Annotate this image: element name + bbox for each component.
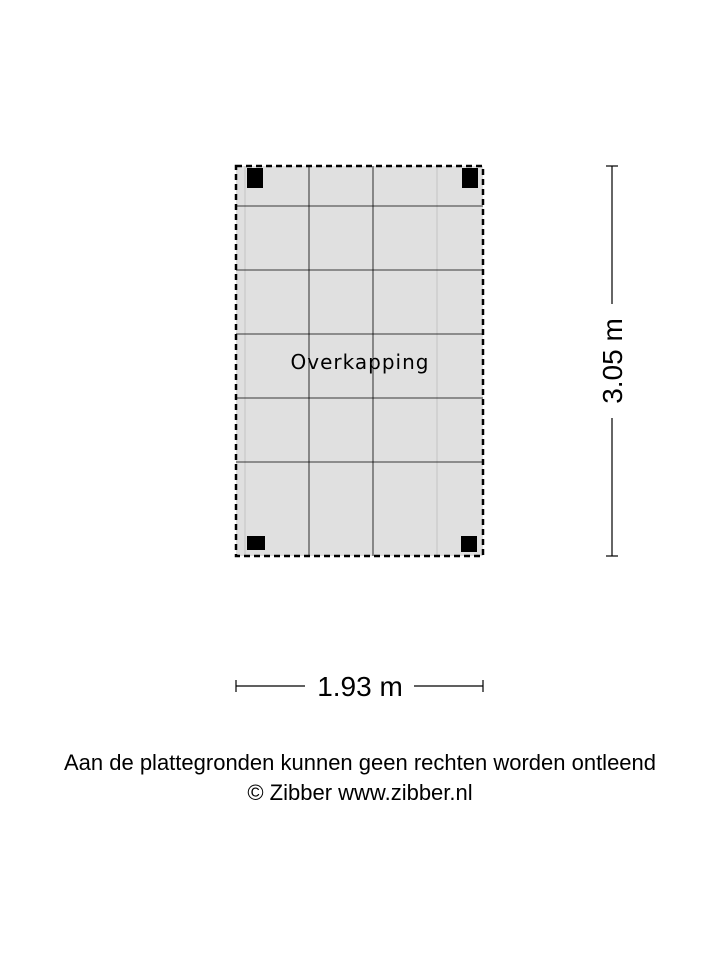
disclaimer-text: Aan de plattegronden kunnen geen rechten worden ontleend bbox=[63, 750, 657, 775]
width-dimension-label: 1.93 m bbox=[317, 671, 403, 702]
post-bottom-left bbox=[247, 536, 265, 550]
post-bottom-right bbox=[461, 536, 477, 552]
post-top-right bbox=[462, 168, 478, 188]
height-dimension-label: 3.05 m bbox=[597, 318, 628, 404]
copyright-text: © Zibber www.zibber.nl bbox=[247, 780, 473, 805]
room-label: Overkapping bbox=[290, 350, 430, 374]
post-top-left bbox=[247, 168, 263, 188]
